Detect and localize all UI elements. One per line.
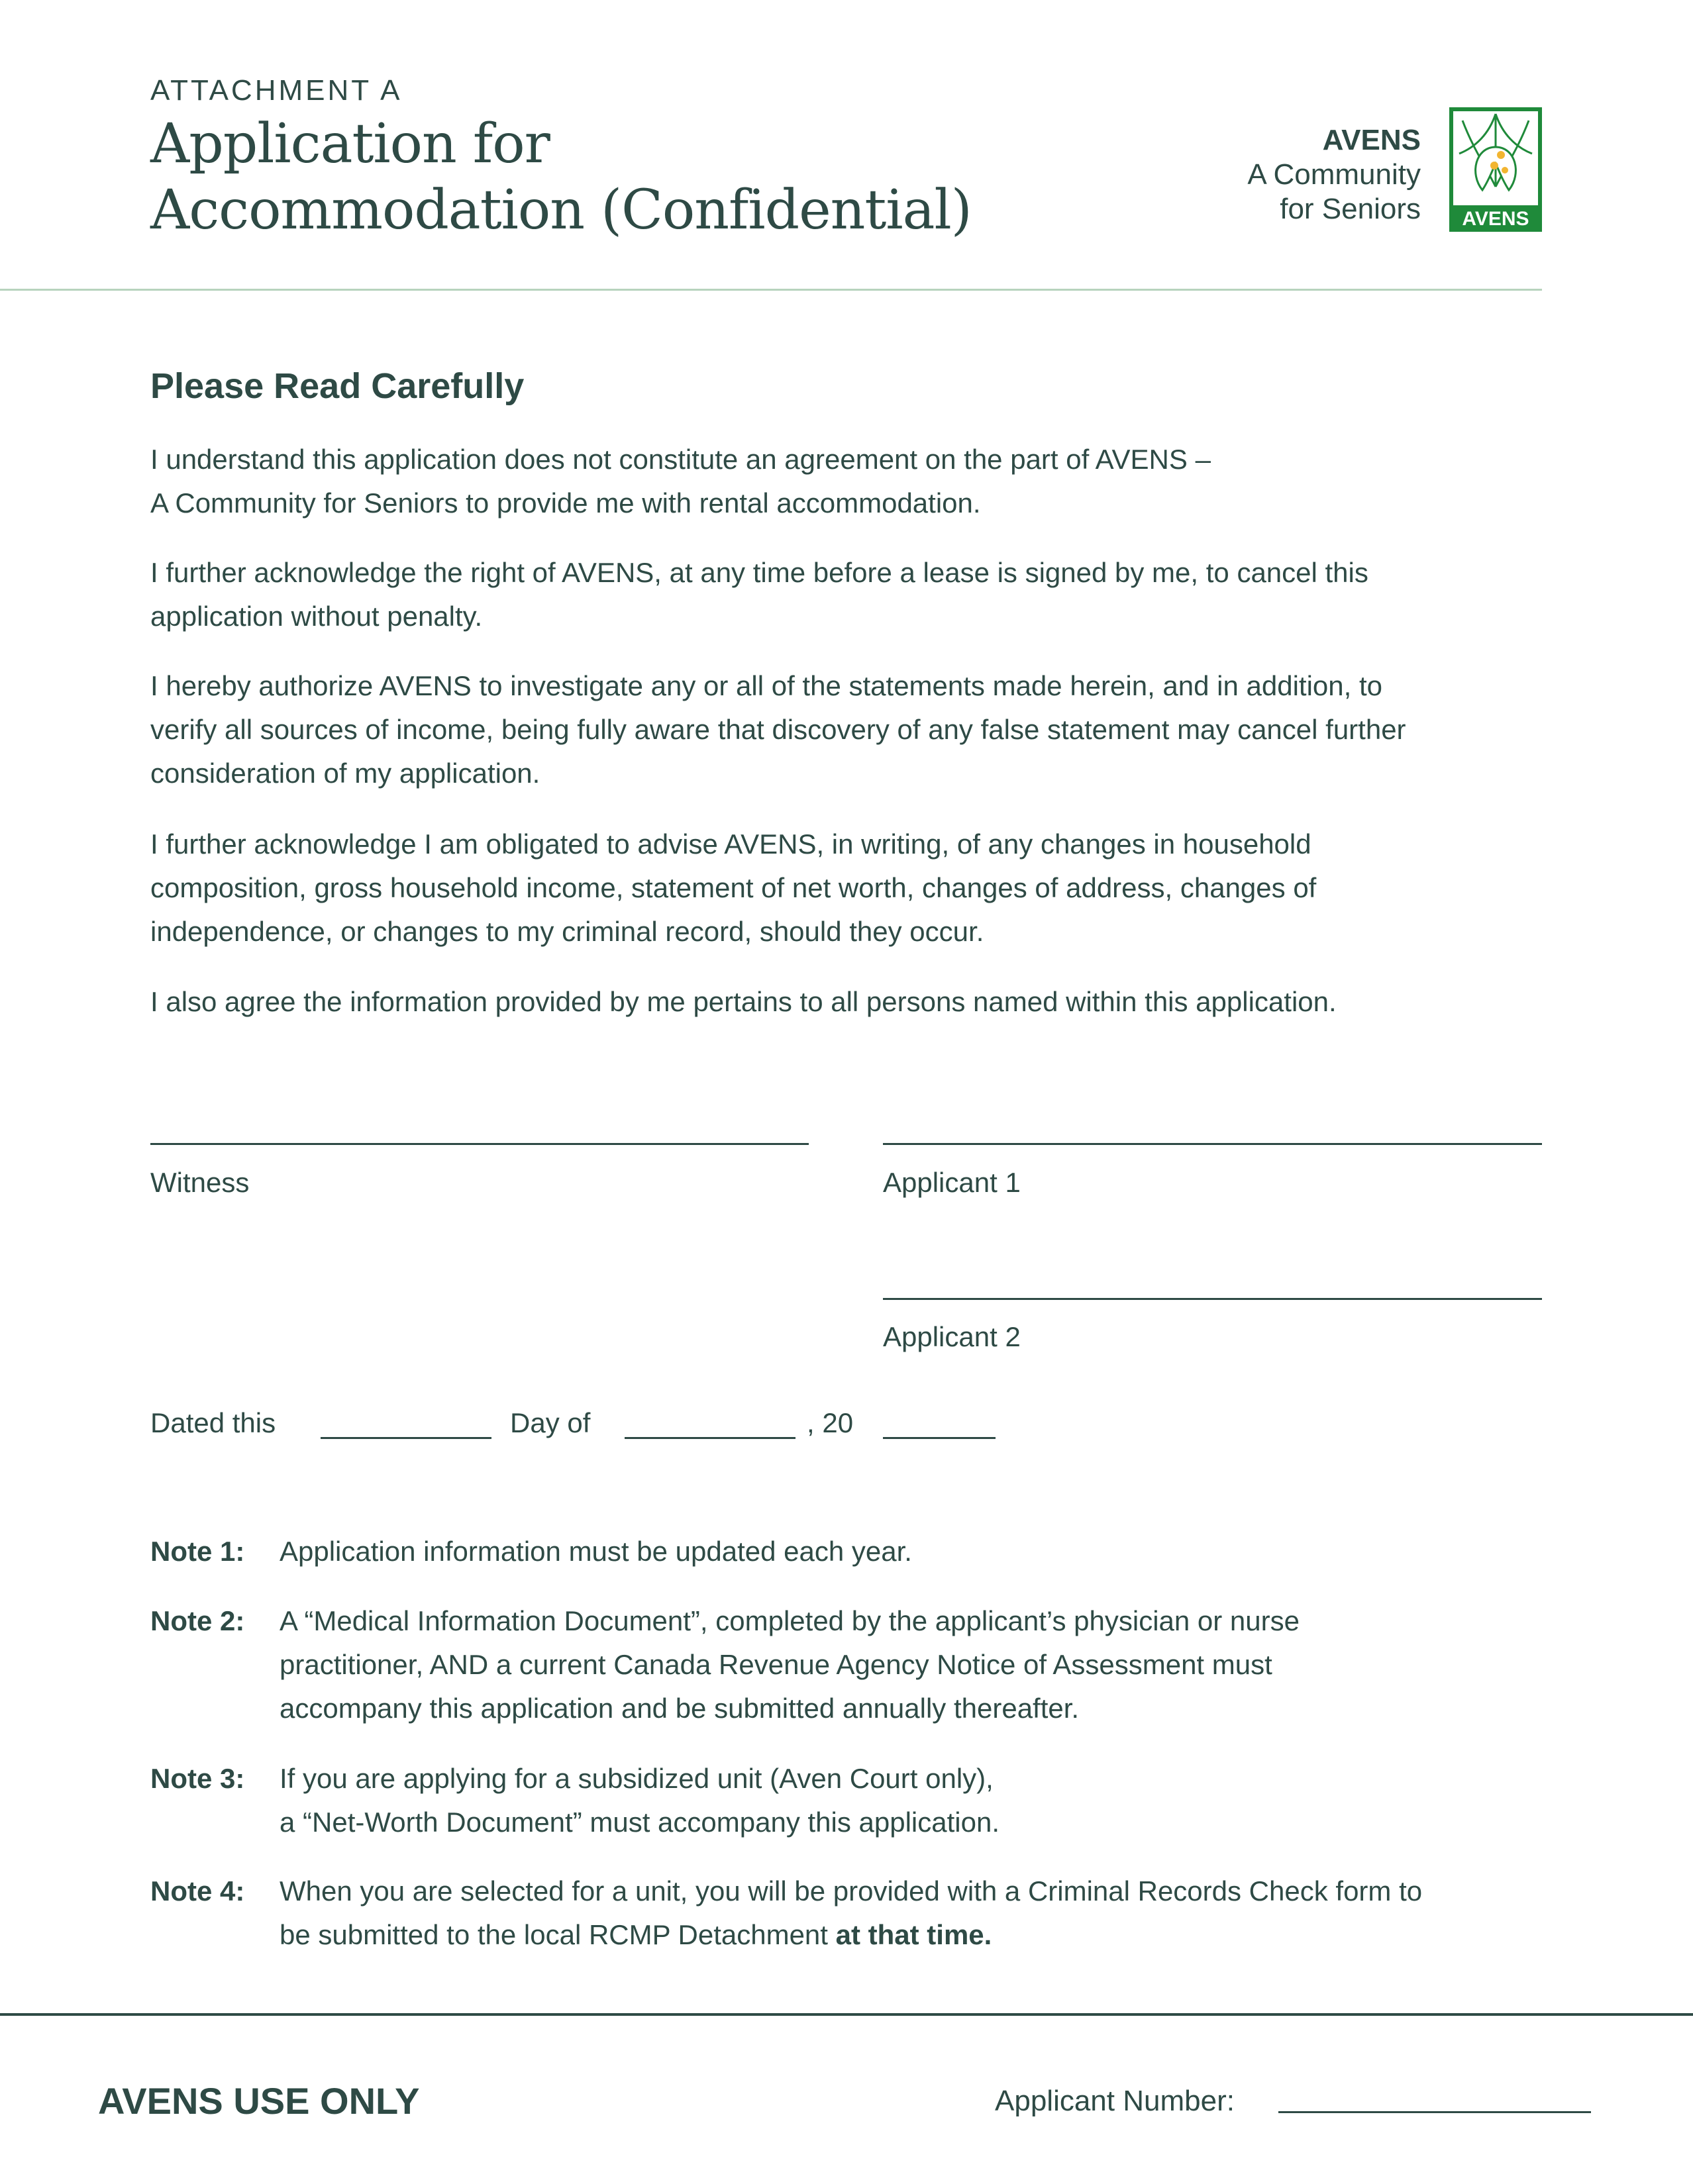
note-4-text — [280, 1869, 1551, 1957]
note-4-line-2 — [280, 1913, 1551, 1957]
note-1-label: Note 1: — [150, 1536, 245, 1567]
document-title — [150, 111, 972, 244]
day-of-label: Day of — [510, 1407, 591, 1438]
note-4-label: Note 4: — [150, 1875, 245, 1907]
note-1-text — [280, 1530, 1551, 1573]
note-2-line-1: A “Medical Information Document”, completed by the applicant’s physician or nurse — [280, 1605, 1300, 1636]
paragraph-5: I also agree the information provided by me pertains to all persons named within this application. — [150, 986, 1337, 1017]
header-divider — [0, 289, 1542, 291]
paragraph-1 — [150, 438, 1548, 525]
paragraph-2 — [150, 551, 1548, 638]
org-tagline-1: A Community — [1247, 158, 1421, 191]
note-2-line-2: practitioner, AND a current Canada Revenue Agency Notice of Assessment must — [280, 1649, 1272, 1680]
dated-this-label: Dated this — [150, 1407, 276, 1438]
note-3-line-2: a “Net-Worth Document” must accompany this application. — [280, 1807, 1000, 1838]
applicant-number-label: Applicant Number: — [995, 2085, 1235, 2117]
applicant-1-signature-line[interactable] — [883, 1143, 1542, 1145]
attachment-label: ATTACHMENT A — [150, 74, 403, 107]
logo-text: AVENS — [1462, 208, 1529, 230]
title-line-2: Accommodation (Confidential) — [150, 179, 972, 242]
note-4-line-1: When you are selected for a unit, you will be provided with a Criminal Records Check form to — [280, 1875, 1423, 1907]
org-block — [1247, 123, 1421, 226]
paragraph-4-line-3: independence, or changes to my criminal record, should they occur. — [150, 916, 984, 947]
note-3-text — [280, 1757, 1551, 1844]
applicant-2-label: Applicant 2 — [883, 1321, 1021, 1352]
applicant-number-blank[interactable] — [1278, 2111, 1591, 2113]
day-blank[interactable] — [321, 1437, 491, 1439]
year-prefix: , 20 — [807, 1407, 854, 1438]
note-2-line-3: accompany this application and be submitted annually thereafter. — [280, 1693, 1080, 1724]
paragraph-4-line-1: I further acknowledge I am obligated to advise AVENS, in writing, of any changes in household — [150, 828, 1311, 860]
witness-label: Witness — [150, 1167, 250, 1198]
paragraph-3-line-3: consideration of my application. — [150, 758, 540, 789]
avens-use-only-heading: AVENS USE ONLY — [98, 2080, 420, 2122]
note-3-line-1: If you are applying for a subsidized unit (Aven Court only), — [280, 1763, 994, 1794]
paragraph-3 — [150, 664, 1548, 795]
month-blank[interactable] — [625, 1437, 795, 1439]
note-4-line-2-bold: at that time. — [835, 1919, 992, 1950]
footer-divider — [0, 2013, 1693, 2016]
paragraph-4-line-2: composition, gross household income, statement of net worth, changes of address, changes of — [150, 872, 1317, 903]
paragraph-3-line-2: verify all sources of income, being fully aware that discovery of any false statement may cancel further — [150, 714, 1406, 745]
paragraph-2-line-1: I further acknowledge the right of AVENS, at any time before a lease is signed by me, to cancel this — [150, 557, 1368, 588]
witness-signature-line[interactable] — [150, 1143, 809, 1145]
paragraph-1-line-2: A Community for Seniors to provide me with rental accommodation. — [150, 487, 981, 519]
org-name: AVENS — [1322, 124, 1421, 156]
year-blank[interactable] — [883, 1437, 996, 1439]
applicant-2-signature-line[interactable] — [883, 1298, 1542, 1300]
avens-logo — [1449, 107, 1542, 232]
paragraph-3-line-1: I hereby authorize AVENS to investigate any or all of the statements made herein, and in addition, to — [150, 670, 1382, 701]
note-1-line-1: Application information must be updated each year. — [280, 1536, 912, 1567]
title-line-1: Application for — [150, 113, 550, 175]
applicant-1-label: Applicant 1 — [883, 1167, 1021, 1198]
note-4-line-2-text: be submitted to the local RCMP Detachment — [280, 1919, 836, 1950]
paragraph-2-line-2: application without penalty. — [150, 601, 483, 632]
note-2-label: Note 2: — [150, 1605, 245, 1636]
paragraph-1-line-1: I understand this application does not constitute an agreement on the part of AVENS – — [150, 444, 1211, 475]
paragraph-4 — [150, 822, 1548, 954]
note-2-text — [280, 1599, 1551, 1730]
note-3-label: Note 3: — [150, 1763, 245, 1794]
section-heading: Please Read Carefully — [150, 366, 525, 406]
org-tagline-2: for Seniors — [1280, 193, 1421, 225]
